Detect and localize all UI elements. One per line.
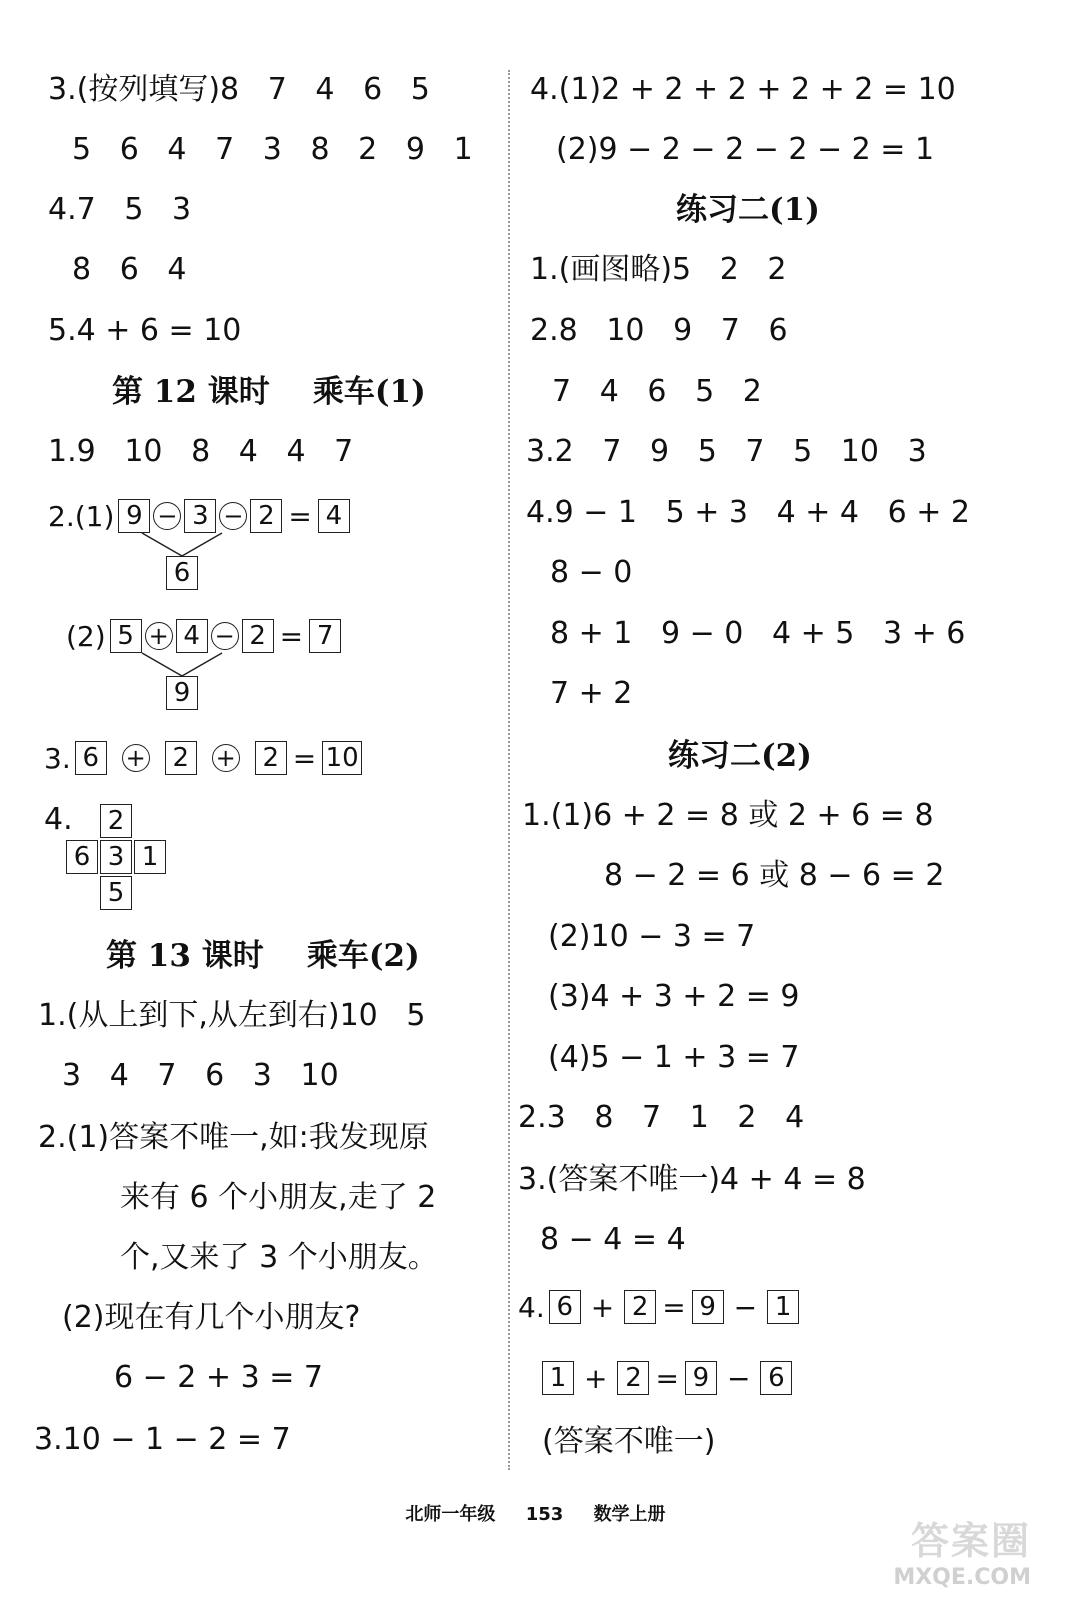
- cross-cell: 6: [66, 840, 98, 874]
- cross-cell: 3: [100, 840, 132, 874]
- answer-line: 8 − 0: [550, 555, 633, 590]
- operator: −: [726, 1361, 751, 1395]
- operator-circle: +: [212, 744, 240, 772]
- answer-box: 5: [110, 619, 142, 653]
- answer-line: 4.(1)2 + 2 + 2 + 2 + 2 = 10: [530, 72, 956, 107]
- equation-r4b: [542, 1358, 792, 1398]
- answer-line: 2.8 10 9 7 6: [530, 313, 788, 348]
- answer-box: 2: [250, 499, 282, 533]
- answer-line: 3.(按列填写)8 7 4 6 5: [48, 72, 430, 107]
- answer-box: 6: [760, 1361, 792, 1395]
- answer-line: 2.(1)答案不唯一,如:我发现原: [38, 1120, 429, 1155]
- watermark: [861, 1510, 1031, 1590]
- operator: +: [590, 1290, 615, 1324]
- answer-line: 个,又来了 3 个小朋友。: [120, 1240, 438, 1275]
- question-label: 2.(1): [48, 499, 115, 533]
- answer-line: 来有 6 个小朋友,走了 2: [120, 1180, 437, 1215]
- answer-box: 10: [322, 741, 362, 775]
- answer-box: 4: [176, 619, 208, 653]
- answer-line: (4)5 − 1 + 3 = 7: [548, 1040, 800, 1075]
- cross-cell: 5: [100, 876, 132, 910]
- footer-book: 数学上册: [593, 1504, 666, 1525]
- answer-box: 7: [309, 619, 341, 653]
- answer-box: 2: [624, 1290, 656, 1324]
- equation-3: [44, 738, 362, 778]
- answer-box: 9: [166, 676, 198, 710]
- answer-line: 2.3 8 7 1 2 4: [518, 1100, 805, 1135]
- answer-line: 6 − 2 + 3 = 7: [114, 1360, 323, 1395]
- operator-circle: +: [122, 744, 150, 772]
- answer-line: (2)现在有几个小朋友?: [62, 1300, 361, 1335]
- answer-box: 4: [318, 499, 350, 533]
- answer-box: 1: [542, 1361, 574, 1395]
- exercise-heading: 练习二(2): [668, 738, 812, 774]
- watermark-logo: 答案圈: [910, 1519, 1031, 1563]
- answer-line: 1.(画图略)5 2 2: [530, 252, 787, 287]
- intermediate-box: [166, 676, 198, 710]
- equation-2-1: [48, 496, 350, 536]
- lesson-heading: 第 12 课时 乘车(1): [112, 374, 426, 410]
- exercise-heading: 练习二(1): [676, 192, 820, 228]
- answer-line: 1.9 10 8 4 4 7: [48, 434, 354, 469]
- cross-cell: 2: [100, 804, 132, 838]
- operator-circle: +: [145, 622, 173, 650]
- answer-line: 7 + 2: [550, 676, 633, 711]
- equals-sign: =: [279, 619, 304, 653]
- operator-circle: −: [219, 502, 247, 530]
- equals-sign: =: [292, 741, 317, 775]
- answer-line: 3 4 7 6 3 10: [62, 1058, 339, 1093]
- answer-line: 3.(答案不唯一)4 + 4 = 8: [518, 1162, 866, 1197]
- question-label: (2): [66, 619, 106, 653]
- answer-line: (3)4 + 3 + 2 = 9: [548, 979, 800, 1014]
- equals-sign: =: [288, 499, 312, 533]
- equation-r4a: [518, 1287, 799, 1327]
- answer-box: 6: [549, 1290, 581, 1324]
- answer-line: 3.2 7 9 5 7 5 10 3: [526, 434, 927, 469]
- answer-line: (2)10 − 3 = 7: [548, 919, 756, 954]
- answer-box: 2: [165, 741, 197, 775]
- answer-box: 6: [75, 741, 107, 775]
- operator-circle: −: [153, 502, 181, 530]
- answer-box: 9: [685, 1361, 717, 1395]
- answer-line: (答案不唯一): [542, 1424, 716, 1459]
- equals-sign: =: [655, 1361, 679, 1395]
- answer-line: 4.7 5 3: [48, 192, 192, 227]
- operator-circle: −: [211, 622, 239, 650]
- answer-box: 9: [692, 1290, 724, 1324]
- answer-line: 5.4 + 6 = 10: [48, 313, 242, 348]
- answer-line: 4.9 − 1 5 + 3 4 + 4 6 + 2: [526, 495, 970, 530]
- operator: −: [733, 1290, 758, 1324]
- question-label: 4.: [44, 802, 73, 837]
- answer-line: 8 − 2 = 6 或 8 − 6 = 2: [604, 858, 945, 893]
- answer-box: 6: [166, 556, 198, 590]
- answer-line: 1.(1)6 + 2 = 8 或 2 + 6 = 8: [522, 798, 934, 833]
- question-label: 3.: [44, 741, 71, 775]
- answer-line: 5 6 4 7 3 8 2 9 1: [72, 132, 473, 167]
- answer-box: 2: [255, 741, 287, 775]
- answer-line: 1.(从上到下,从左到右)10 5: [38, 998, 426, 1033]
- answer-box: 2: [617, 1361, 649, 1395]
- column-divider: [508, 70, 510, 1470]
- operator: +: [584, 1361, 608, 1395]
- question-label: 4.: [518, 1290, 545, 1324]
- answer-line: (2)9 − 2 − 2 − 2 − 2 = 1: [556, 132, 935, 167]
- lesson-heading: 第 13 课时 乘车(2): [106, 938, 420, 974]
- equals-sign: =: [662, 1290, 686, 1324]
- footer-grade: 北师一年级: [405, 1504, 496, 1525]
- page-number: 153: [525, 1504, 564, 1525]
- watermark-url: MXQE.COM: [893, 1565, 1031, 1590]
- answer-box: 1: [767, 1290, 799, 1324]
- answer-line: 3.10 − 1 − 2 = 7: [34, 1422, 291, 1457]
- cross-cell: 1: [134, 840, 166, 874]
- intermediate-box: [166, 556, 198, 590]
- answer-line: 8 − 4 = 4: [540, 1222, 686, 1257]
- answer-line: 8 + 1 9 − 0 4 + 5 3 + 6: [550, 616, 966, 651]
- answer-box: 3: [184, 499, 216, 533]
- answer-box: 2: [242, 619, 274, 653]
- equation-2-2: [66, 616, 341, 656]
- answer-line: 8 6 4: [72, 252, 187, 287]
- answer-box: 9: [118, 499, 150, 533]
- answer-line: 7 4 6 5 2: [552, 374, 762, 409]
